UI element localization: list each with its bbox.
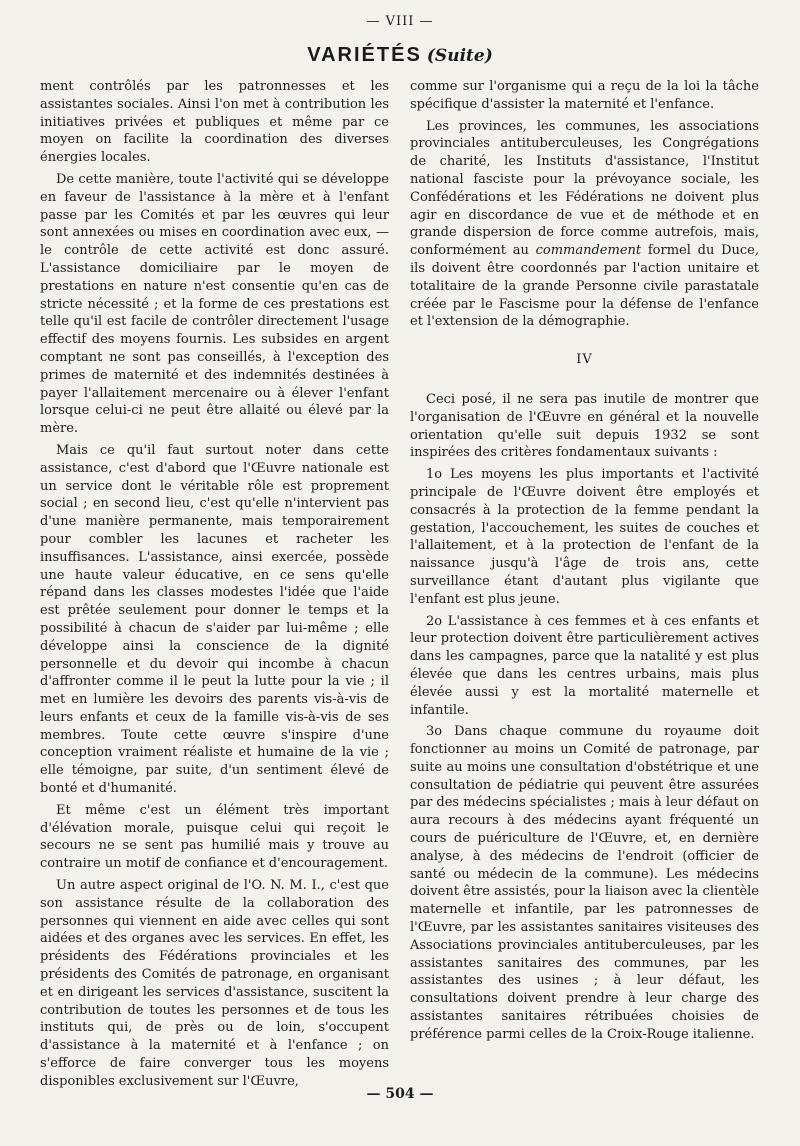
list-item: 3o Dans chaque commune du royaume doit fonctionner au moins un Comité de patronage, par suite au moins une consultation d'obstétrique et une consultation de pédiatrie qui peuvent être assurées par des médecins spécialistes ; mais à leur défaut on aura recours à des médecins ayant fréquenté un cours de puériculture de l'Œuvre, et, en dernière analyse, à des médecins de l'endroit (officier de santé ou médecin de la commune). Les médecins doivent être assistés, pour la liaison avec la clientèle maternelle et infantile, par les patronnesses de l'Œuvre, par les assistantes sanitaires visiteuses des Associations provinciales antituberculeuses, par les assistantes sanitaires des communes, par les assistantes des usines ; à leur défaut, les consultations doivent prendre à leur charge des assistantes sanitaires rétribuées choisies de préférence parmi celles de la Croix-Rouge italienne. bbox=[410, 724, 759, 1042]
paragraph: comme sur l'organisme qui a reçu de la loi la tâche spécifique d'assister la maternité et l'enfance. bbox=[410, 79, 759, 112]
paragraph bbox=[410, 118, 759, 332]
paragraph-text: formel du Duce, ils doivent être coordonnés par l'action unitaire et totalitaire de la grande Personne civile parastatale créée par le Fascisme pour la défense de l'enfance et l'extension de la démographie. bbox=[410, 243, 759, 330]
paragraph: Ceci posé, il ne sera pas inutile de montrer que l'organisation de l'Œuvre en général et la nouvelle orientation qu'elle suit depuis 1932 se sont inspirées des critères fondamentaux suivants : bbox=[410, 391, 759, 461]
emphasis: commandement bbox=[535, 243, 642, 259]
list-item: 2o L'assistance à ces femmes et à ces enfants et leur protection doivent être particulièrement actives dans les campagnes, parce que la natalité y est plus élevée que dans les centres urbains, mais plus élevée aussi y est la mortalité maternelle et infantile. bbox=[410, 613, 759, 718]
page-number: — 504 — bbox=[366, 1086, 434, 1102]
paragraph: Et même c'est un élément très important d'élévation morale, puisque celui qui reçoit le secours ne se sent pas humilié mais y trouve au contraire un motif de confiance et d'encouragement. bbox=[40, 802, 389, 872]
page-roman-numeral: — VIII — bbox=[366, 14, 434, 29]
section-title-main: VARIÉTÉS bbox=[307, 44, 422, 66]
paragraph-text: Les provinces, les communes, les associations provinciales antituberculeuses, les Congrégations de charité, les Instituts d'assistance, l'Institut national fasciste pour la prévoyance sociale, les Confédérations et les Fédérations ne doivent plus agir en discordance de vue et de méthode et en grande dispersion de force comme autrefois, mais, conformément au bbox=[410, 118, 759, 259]
section-number: IV bbox=[576, 352, 593, 368]
right-column bbox=[410, 78, 759, 1088]
paragraph: Mais ce qu'il faut surtout noter dans cette assistance, c'est d'abord que l'Œuvre nationale est un service dont le véritable rôle est proprement social ; en second lieu, c'est qu'elle n'intervient pas d'une manière permanente, mais temporairement pour combler les lacunes et racheter les insuffisances. L'assistance, ainsi exercée, possède une haute valeur éducative, en ce sens qu'elle répand dans les classes modestes l'idée que l'aide est prêtée seulement pour donner le temps et la possibilité à chacun de s'aider par lui-même ; elle développe ainsi la conscience de la dignité personnelle et du devoir qui incombe à chacun d'affronter comme il le peut la lutte pour la vie ; il met en lumière les devoirs des parents vis-à-vis de leurs enfants et ceux de la famille vis-à-vis de ses membres. Toute cette œuvre s'inspire d'une conception vraiment réaliste et humaine de la vie ; elle témoigne, par suite, d'un sentiment élevé de bonté et d'humanité. bbox=[40, 442, 389, 797]
paragraph: ment contrôlés par les patronnesses et les assistantes sociales. Ainsi l'on met à contribution les initiatives privées et publiques et même par ce moyen on facilite la coordination des diverses énergies locales. bbox=[40, 79, 389, 166]
section-title-suite: (Suite) bbox=[426, 46, 493, 66]
paragraph: De cette manière, toute l'activité qui se développe en faveur de l'assistance à la mère et à l'enfant passe par les Comités et par les œuvres qui leur sont annexées ou mises en coordination avec eux, — le contrôle de cette activité est donc assuré. L'assistance domiciliaire par le moyen de prestations en nature n'est consentie qu'en cas de stricte nécessité ; et la forme de ces prestations est telle qu'il est facile de contrôler directement l'usage effectif des moyens fournis. Les subsides en argent comptant ne sont pas conseillés, à l'exception des primes de maternité et des indemnités destinées à payer l'allaitement mercenaire ou à élever l'enfant lorsque celui-ci ne peut être allaité ou élevé par la mère. bbox=[40, 171, 389, 437]
section-title bbox=[0, 44, 800, 67]
list-item: 1o Les moyens les plus importants et l'activité principale de l'Œuvre doivent être employés et consacrés à la protection de la femme pendant la gestation, l'accouchement, les suites de couches et l'allaitement, et à la protection de l'enfant de la naissance jusqu'à l'âge de trois ans, cette surveillance étant d'autant plus vigilante que l'enfant est plus jeune. bbox=[410, 467, 759, 607]
paragraph: Un autre aspect original de l'O. N. M. I., c'est que son assistance résulte de la collaboration des personnes qui viennent en aide avec celles qui sont aidées et des organes avec les services. En effet, les présidents des Fédérations provinciales et les présidents des Comités de patronage, en organisant et en dirigeant les services d'assistance, suscitent la contribution de toutes les personnes et de tous les instituts qui, de près ou de loin, s'occupent d'assistance à la maternité et à l'enfance ; on s'efforce de faire converger tous les moyens disponibles exclusivement sur l'Œuvre, bbox=[40, 878, 389, 1088]
left-column bbox=[40, 78, 389, 1088]
